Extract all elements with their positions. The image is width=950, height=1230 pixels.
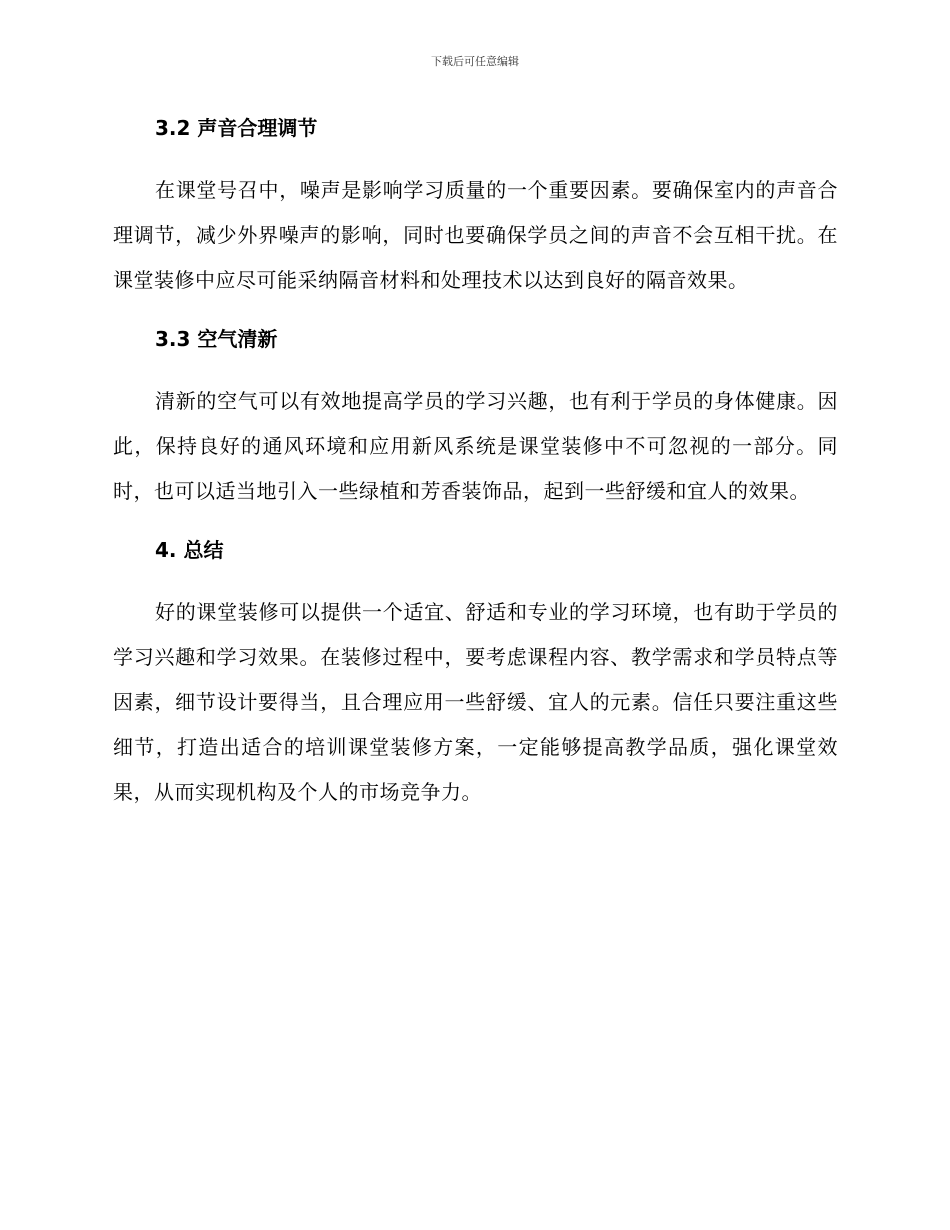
section-heading: 3.3 空气清新 <box>155 327 278 351</box>
section-paragraph: 在课堂号召中，噪声是影响学习质量的一个重要因素。要确保室内的声音合理调节，减少外界噪声的影响，同时也要确保学员之间的声音不会互相干扰。在课堂装修中应尽可能采纳隔音材料和处理技术以达到良好的隔音效果。 <box>113 178 838 292</box>
document-body <box>113 110 838 833</box>
section-heading: 3.2 声音合理调节 <box>155 116 318 140</box>
page-header: 下载后可任意编辑 <box>431 55 519 68</box>
section-paragraph: 清新的空气可以有效地提高学员的学习兴趣，也有利于学员的身体健康。因此，保持良好的通风环境和应用新风系统是课堂装修中不可忽视的一部分。同时，也可以适当地引入一些绿植和芳香装饰品，起到一些舒缓和宜人的效果。 <box>113 389 838 503</box>
section-3-3 <box>113 321 838 514</box>
section-4 <box>113 532 838 815</box>
section-paragraph: 好的课堂装修可以提供一个适宜、舒适和专业的学习环境，也有助于学员的学习兴趣和学习效果。在装修过程中，要考虑课程内容、教学需求和学员特点等因素，细节设计要得当，且合理应用一些舒缓、宜人的元素。信任只要注重这些细节，打造出适合的培训课堂装修方案，一定能够提高教学品质，强化课堂效果，从而实现机构及个人的市场竞争力。 <box>113 600 838 804</box>
section-heading: 4. 总结 <box>155 538 224 562</box>
section-3-2 <box>113 110 838 303</box>
